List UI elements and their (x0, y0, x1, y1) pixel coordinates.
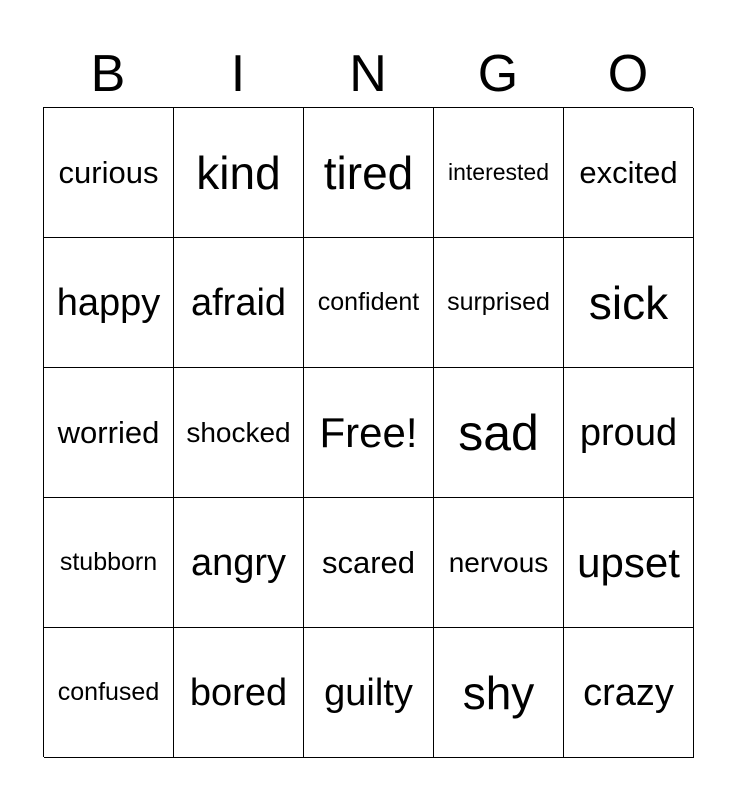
cell-word: bored (189, 671, 288, 714)
cell-word: confused (57, 678, 160, 706)
bingo-cell[interactable] (434, 498, 564, 628)
bingo-cell[interactable] (564, 238, 694, 368)
cell-word: angry (190, 541, 287, 584)
bingo-cell[interactable] (174, 238, 304, 368)
cell-word: shocked (186, 416, 291, 448)
cell-word: sick (588, 276, 669, 329)
cell-word: upset (577, 538, 680, 586)
cell-word: confident (317, 288, 420, 316)
cell-word: interested (447, 159, 549, 185)
free-space-cell[interactable] (304, 368, 434, 498)
cell-word: afraid (190, 281, 287, 324)
cell-word: surprised (447, 288, 550, 316)
bingo-cell[interactable] (304, 238, 434, 368)
cell-word: curious (58, 155, 159, 190)
cell-word: crazy (583, 671, 674, 714)
bingo-board (43, 107, 693, 757)
bingo-cell[interactable] (564, 368, 694, 498)
bingo-cell[interactable] (174, 498, 304, 628)
cell-word: shy (462, 666, 535, 719)
cell-word: excited (579, 155, 678, 190)
header-letter-o: O (607, 45, 649, 103)
cell-word: worried (57, 415, 160, 450)
bingo-cell[interactable] (564, 628, 694, 758)
cell-word: sad (458, 404, 539, 461)
cell-word: guilty (324, 671, 413, 714)
bingo-cell[interactable] (44, 238, 174, 368)
bingo-cell[interactable] (564, 498, 694, 628)
cell-word: tired (323, 146, 414, 199)
header-letter-i: I (230, 45, 246, 103)
bingo-cell[interactable] (44, 498, 174, 628)
bingo-cell[interactable] (564, 108, 694, 238)
bingo-cell[interactable] (434, 238, 564, 368)
cell-word: happy (56, 281, 161, 324)
header-letter-n: N (349, 45, 387, 103)
bingo-cell[interactable] (434, 628, 564, 758)
bingo-header (43, 40, 693, 108)
bingo-cell[interactable] (434, 368, 564, 498)
bingo-cell[interactable] (304, 628, 434, 758)
bingo-cell[interactable] (44, 368, 174, 498)
bingo-cell[interactable] (304, 108, 434, 238)
cell-word: kind (196, 146, 281, 199)
header-letter-b: B (90, 45, 126, 103)
cell-word: stubborn (59, 548, 158, 576)
bingo-cell[interactable] (174, 628, 304, 758)
bingo-cell[interactable] (434, 108, 564, 238)
bingo-cell[interactable] (44, 108, 174, 238)
cell-word: proud (579, 411, 678, 454)
bingo-cell[interactable] (44, 628, 174, 758)
bingo-cell[interactable] (174, 108, 304, 238)
bingo-cell[interactable] (174, 368, 304, 498)
cell-word: scared (321, 545, 416, 580)
cell-word: nervous (448, 546, 549, 578)
header-letter-g: G (477, 45, 519, 103)
free-space-label: Free! (319, 408, 418, 456)
bingo-cell[interactable] (304, 498, 434, 628)
